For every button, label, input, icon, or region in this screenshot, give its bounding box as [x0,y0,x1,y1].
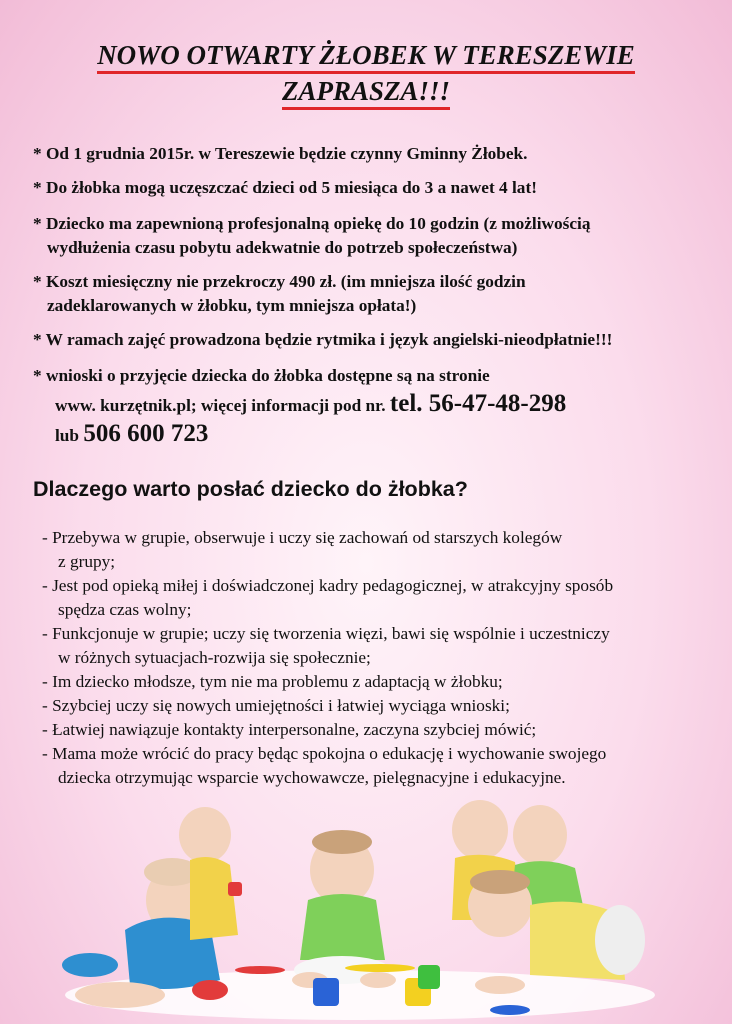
bullet-monthly-cost: * Koszt miesięczny nie przekroczy 490 zł. (im mniejsza ilość godzin zadeklarowanych w żłobku, tym mniejsza opłata!) [33,272,526,315]
bullet-care-hours: * Dziecko ma zapewnioną profesjonalną opiekę do 10 godzin (z możliwością wydłużenia czasu pobytu adekwatnie do potrzeb społeczeństwa) [33,214,591,257]
reason-item: - Szybciej uczy się nowych umiejętności i łatwiej wyciąga wnioski; [42,696,510,715]
bullet-activities: * W ramach zajęć prowadzona będzie rytmika i język angielski-nieodpłatnie!!! [33,330,613,349]
reason-item: - Funkcjonuje w grupie; uczy się tworzenia więzi, bawi się wspólnie i uczestniczy w różnych sytuacjach-rozwija się społecznie; [42,624,610,667]
contact-line-1: www. kurzętnik.pl; więcej informacji pod nr. tel. 56-47-48-298 [55,390,567,417]
phone-number-1: tel. 56-47-48-298 [389,390,567,417]
phone-number-2: 506 600 723 [83,420,209,447]
reason-item: - Łatwiej nawiązuje kontakty interpersonalne, zaczyna szybciej mówić; [42,720,537,739]
section-heading: Dlaczego warto posłać dziecko do żłobka? [33,477,468,501]
bullet-applications: * wnioski o przyjęcie dziecka do żłobka dostępne są na stronie [33,366,490,385]
reason-item: - Im dziecko młodsze, tym nie ma problemu z adaptacją w żłobku; [42,672,503,691]
reason-item: - Mama może wrócić do pracy będąc spokojna o edukację i wychowanie swojego dziecka otrzymując wsparcie wychowawcze, pielęgnacyjne i edukacyjne. [42,744,607,787]
babies-painting-photo [60,790,660,1022]
title-line-2: ZAPRASZA!!! [0,76,732,110]
reason-item: - Jest pod opieką miłej i doświadczonej kadry pedagogicznej, w atrakcyjny sposób spędza czas wolny; [42,576,614,619]
contact-line-2: lub 506 600 723 [55,420,209,447]
bullet-start-date: * Od 1 grudnia 2015r. w Tereszewie będzie czynny Gminny Żłobek. [33,144,528,163]
reasons-list [42,526,712,790]
reason-item: - Przebywa w grupie, obserwuje i uczy się zachowań od starszych kolegów z grupy; [42,528,563,571]
bullet-age-range: * Do żłobka mogą uczęszczać dzieci od 5 miesiąca do 3 a nawet 4 lat! [33,178,537,197]
title-line-1: NOWO OTWARTY ŻŁOBEK W TERESZEWIE [0,40,732,74]
